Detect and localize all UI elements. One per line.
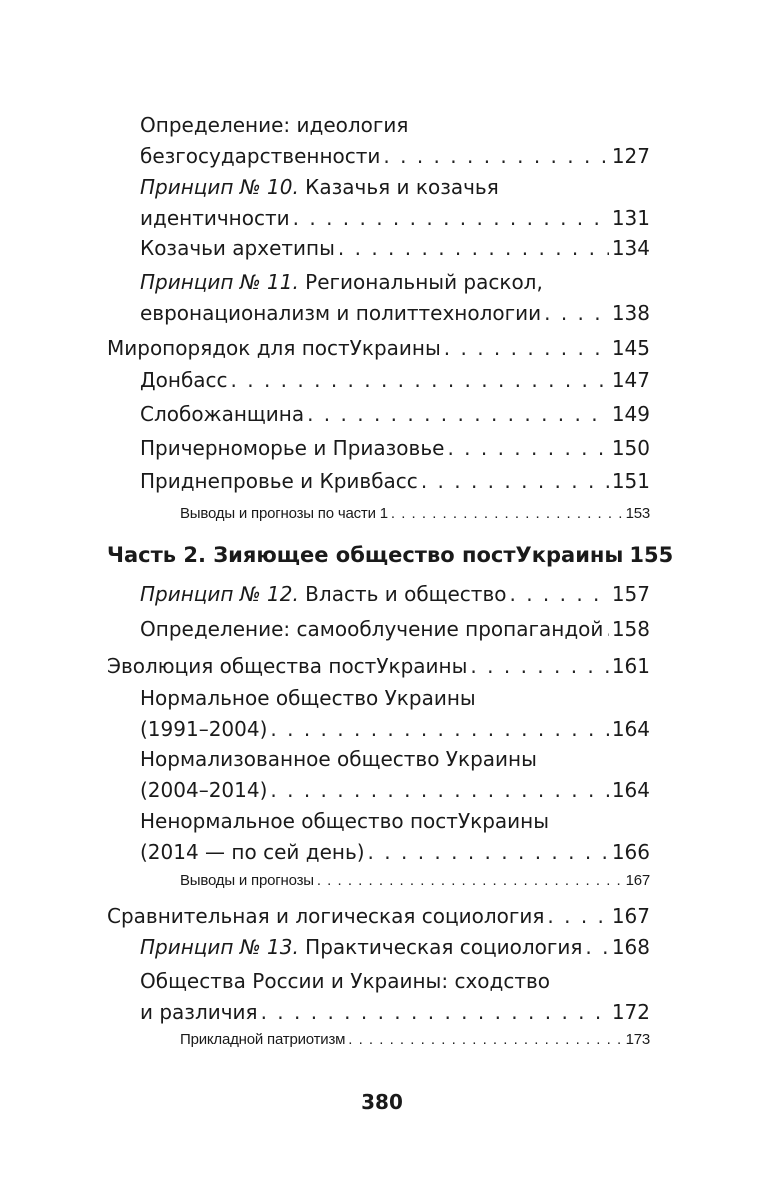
toc-entry-prichernomorye [140,434,650,465]
toc-entry-title: Выводы и прогнозы [180,872,314,889]
toc-entry-page: 150 [611,436,650,460]
toc-entry-title: Определение: самооблучение пропагандой [140,617,604,641]
toc-entry-conclusions [180,867,650,898]
leader-dots [606,615,608,643]
toc-entry-abnormal-society [140,807,650,869]
leader-dots [348,1026,622,1054]
toc-entry-russia-ukraine-societies [140,967,650,1029]
toc-entry-page: 167 [625,872,650,889]
toc-entry-title-line1: Ненормальное общество постУкраины [140,809,550,833]
toc-entry-page: 149 [611,402,650,426]
toc-entry-applied-patriotism [180,1026,650,1057]
toc-entry-title: Слобожанщина [140,402,305,426]
toc-entry-page: 172 [611,1000,650,1024]
toc-entry-part-2 [107,541,674,572]
toc-entry-page: 127 [611,144,650,168]
toc-entry-page: 134 [611,236,650,260]
toc-entry-title: Практическая социология [298,935,583,959]
toc-entry-title: Козачьи архетипы [140,236,335,260]
toc-entry-page: 158 [611,617,650,641]
toc-entry-title: (2014 — по сей день) [140,840,365,864]
leader-dots [421,467,609,495]
toc-entry-title: Эволюция общества постУкраины [107,654,468,678]
leader-dots [509,580,608,608]
toc-entry-title: Причерноморье и Приазовье [140,436,445,460]
leader-dots [447,434,608,462]
leader-dots [307,400,609,428]
toc-entry-donbass [140,366,650,397]
toc-entry-page: 147 [611,368,650,392]
leader-dots [293,204,609,232]
toc-entry-page: 167 [611,904,650,928]
toc-entry-normalized-society [140,745,650,807]
toc-entry-title-line1: Нормальное общество Украины [140,686,476,710]
leader-dots [470,652,608,680]
toc-entry-world-order [107,334,650,365]
toc-entry-page: 155 [629,543,674,567]
principle-label: Принцип № 13. [140,935,299,959]
toc-entry-page: 168 [611,935,650,959]
toc-entry-title-line1: Определение: идеология [140,113,409,137]
toc-entry-title: Миропорядок для постУкраины [107,336,441,360]
toc-entry-title-line1: Общества России и Украины: сходство [140,969,551,993]
principle-label: Принцип № 10. [140,175,299,199]
toc-entry-title: евронационализм и политтехнологии [140,301,542,325]
toc-entry-title: (1991–2004) [140,717,268,741]
toc-entry-title-line1: Казачья и козачья [298,175,499,199]
leader-dots [383,142,608,170]
toc-entry-ideology-definition [140,111,650,173]
toc-entry-page: 166 [611,840,650,864]
toc-entry-page: 153 [625,505,650,522]
leader-dots [585,933,608,961]
toc-entry-title: идентичности [140,206,290,230]
toc-entry-title: Выводы и прогнозы по части 1 [180,505,388,522]
toc-entry-normal-society [140,684,650,746]
leader-dots [547,902,608,930]
toc-entry-title: и различия [140,1000,258,1024]
toc-entry-slobozhanshchina [140,400,650,431]
leader-dots [544,299,609,327]
toc-entry-title: Донбасс [140,368,228,392]
toc-entry-page: 164 [611,717,650,741]
toc-entry-page: 131 [611,206,650,230]
toc-entry-page: 157 [611,582,650,606]
leader-dots [231,366,609,394]
leader-dots [444,334,609,362]
toc-entry-comparative-sociology [107,902,650,933]
leader-dots [368,838,609,866]
page-number: 380 [361,1090,403,1114]
toc-entry-title-line1: Региональный раскол, [298,270,543,294]
toc-entry-page: 151 [611,469,650,493]
toc-entry-principle-10 [140,173,650,235]
toc-entry-page: 145 [611,336,650,360]
toc-entry-principle-13 [140,933,650,964]
toc-entry-principle-11 [140,268,650,330]
toc-entry-pridneprovye [140,467,650,498]
toc-entry-principle-12 [140,580,650,611]
toc-entry-society-evolution [107,652,650,683]
toc-entry-title: Сравнительная и логическая социология [107,904,545,928]
toc-entry-kozachi-archetypes [140,234,650,265]
toc-entry-page: 161 [611,654,650,678]
toc-entry-title: Власть и общество [298,582,507,606]
toc-entry-title: Приднепровье и Кривбасс [140,469,418,493]
toc-entry-title-line1: Нормализованное общество Украины [140,747,537,771]
toc-entry-page: 173 [625,1031,650,1048]
toc-entry-title: (2004–2014) [140,778,268,802]
toc-entry-self-irradiation [140,615,650,646]
leader-dots [261,998,609,1026]
toc-entry-page: 138 [611,301,650,325]
leader-dots [270,715,608,743]
principle-label: Принцип № 11. [140,270,299,294]
principle-label: Принцип № 12. [140,582,299,606]
leader-dots [317,867,623,895]
toc-entry-title: Часть 2. Зияющее общество постУкраины [107,543,624,567]
toc-entry-title: Прикладной патриотизм [180,1031,346,1048]
toc-entry-conclusions-part-1 [180,500,650,531]
leader-dots [391,500,623,528]
leader-dots [338,234,609,262]
leader-dots [270,776,608,804]
toc-entry-title: безгосударственности [140,144,381,168]
toc-entry-page: 164 [611,778,650,802]
